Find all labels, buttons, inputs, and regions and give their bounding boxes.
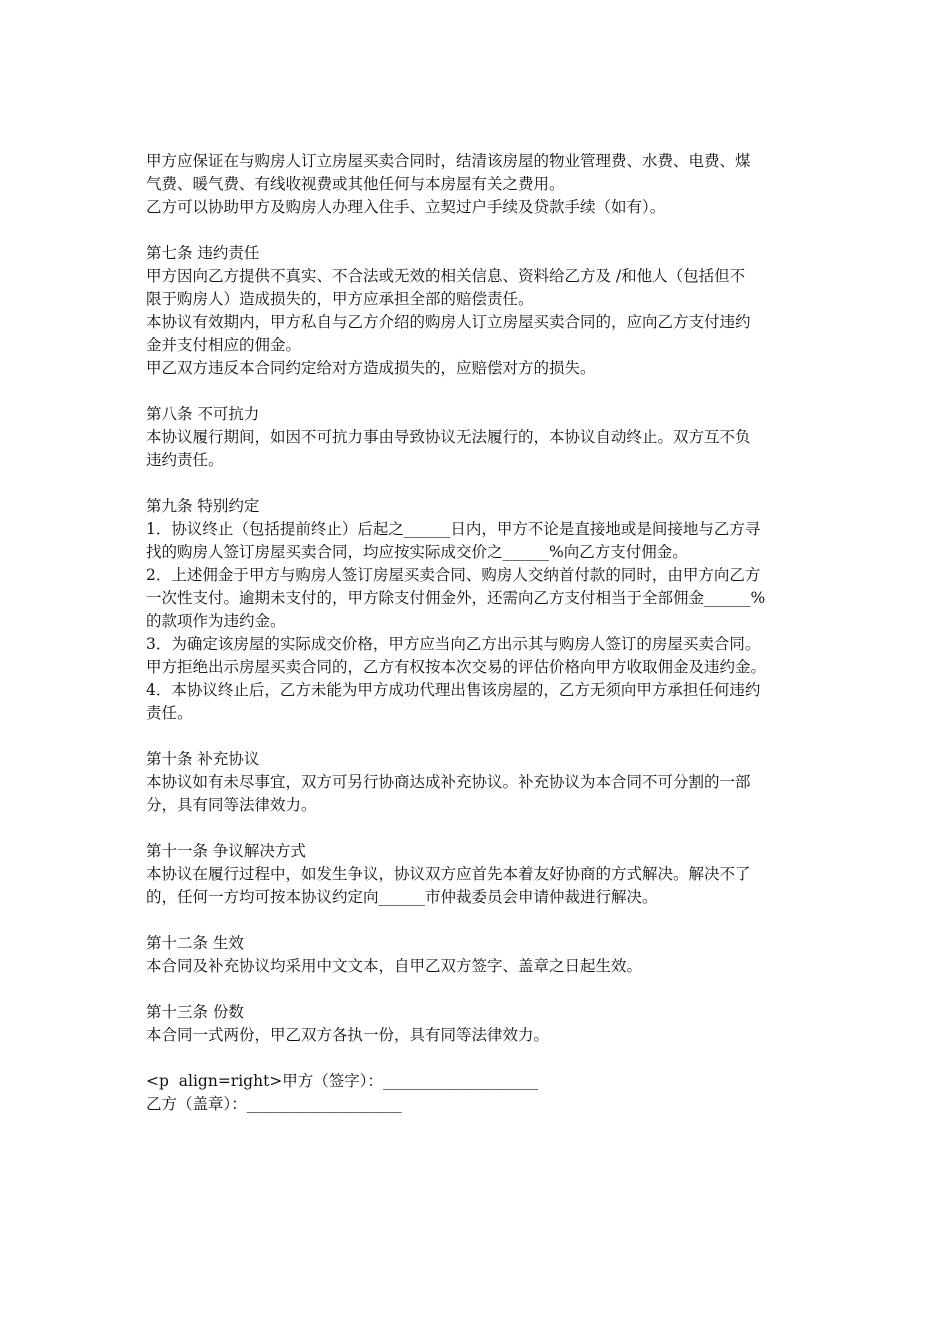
section-article-7 — [146, 242, 816, 380]
party-a-signature-line: <p align=right>甲方（签字）：____________________ — [146, 1072, 539, 1090]
section-article-8 — [146, 403, 816, 472]
section-heading: 第十三条 份数 — [146, 1003, 244, 1021]
text-line: 分，具有同等法律效力。 — [146, 796, 317, 814]
party-b-seal-line: 乙方（盖章）：____________________ — [146, 1095, 402, 1113]
text-line: 甲方应保证在与购房人订立房屋买卖合同时，结清该房屋的物业管理费、水费、电费、煤 — [146, 152, 751, 170]
text-line: 甲方拒绝出示房屋买卖合同的，乙方有权按本次交易的评估价格向甲方收取佣金及违约金。 — [146, 658, 767, 676]
text-line: 本协议如有未尽事宜，双方可另行协商达成补充协议。补充协议为本合同不可分割的一部 — [146, 773, 751, 791]
text-line: 找的购房人签订房屋买卖合同，均应按实际成交价之______%向乙方支付佣金。 — [146, 543, 688, 561]
section-article-13 — [146, 1001, 816, 1047]
section-heading: 第九条 特别约定 — [146, 497, 260, 515]
text-line: 本协议有效期内，甲方私自与乙方介绍的购房人订立房屋买卖合同的，应向乙方支付违约 — [146, 313, 751, 331]
text-line: 一次性支付。逾期未支付的，甲方除支付佣金外，还需向乙方支付相当于全部佣金______% — [146, 589, 766, 607]
text-line: 本协议在履行过程中，如发生争议，协议双方应首先本着友好协商的方式解决。解决不了 — [146, 865, 751, 883]
text-line: 4．本协议终止后，乙方未能为甲方成功代理出售该房屋的，乙方无须向甲方承担任何违约 — [146, 681, 761, 699]
text-line: 本合同一式两份，甲乙双方各执一份，具有同等法律效力。 — [146, 1026, 550, 1044]
section-article-10 — [146, 748, 816, 817]
section-heading: 第七条 违约责任 — [146, 244, 260, 262]
text-line: 气费、暖气费、有线收视费或其他任何与本房屋有关之费用。 — [146, 175, 565, 193]
text-line: 甲乙双方违反本合同约定给对方造成损失的，应赔偿对方的损失。 — [146, 359, 596, 377]
section-heading: 第十二条 生效 — [146, 934, 244, 952]
text-line: 3．为确定该房屋的实际成交价格，甲方应当向乙方出示其与购房人签订的房屋买卖合同。 — [146, 635, 761, 653]
text-line: 本协议履行期间，如因不可抗力事由导致协议无法履行的，本协议自动终止。双方互不负 — [146, 428, 751, 446]
text-line: 的款项作为违约金。 — [146, 612, 286, 630]
section-heading: 第十一条 争议解决方式 — [146, 842, 306, 860]
text-line: 违约责任。 — [146, 451, 224, 469]
text-line: 1．协议终止（包括提前终止）后起之______日内，甲方不论是直接地或是间接地与乙方寻 — [146, 520, 761, 538]
section-article-9 — [146, 495, 816, 725]
text-line: 限于购房人）造成损失的，甲方应承担全部的赔偿责任。 — [146, 290, 534, 308]
text-line: 金并支付相应的佣金。 — [146, 336, 302, 354]
text-line: 责任。 — [146, 704, 193, 722]
signature-block — [146, 1070, 816, 1116]
section-article-11 — [146, 840, 816, 909]
text-line: 甲方因向乙方提供不真实、不合法或无效的相关信息、资料给乙方及 /和他人（包括但不 — [146, 267, 746, 285]
text-line: 的，任何一方均可按本协议约定向______市仲裁委员会申请仲裁进行解决。 — [146, 888, 658, 906]
document-page — [146, 150, 816, 1116]
text-line: 2．上述佣金于甲方与购房人签订房屋买卖合同、购房人交纳首付款的同时，由甲方向乙方 — [146, 566, 761, 584]
text-line: 乙方可以协助甲方及购房人办理入住手、立契过户手续及贷款手续（如有）。 — [146, 198, 666, 216]
paragraph-block-1 — [146, 150, 816, 219]
text-line: 本合同及补充协议均采用中文文本，自甲乙双方签字、盖章之日起生效。 — [146, 957, 643, 975]
section-heading: 第十条 补充协议 — [146, 750, 260, 768]
section-heading: 第八条 不可抗力 — [146, 405, 260, 423]
section-article-12 — [146, 932, 816, 978]
